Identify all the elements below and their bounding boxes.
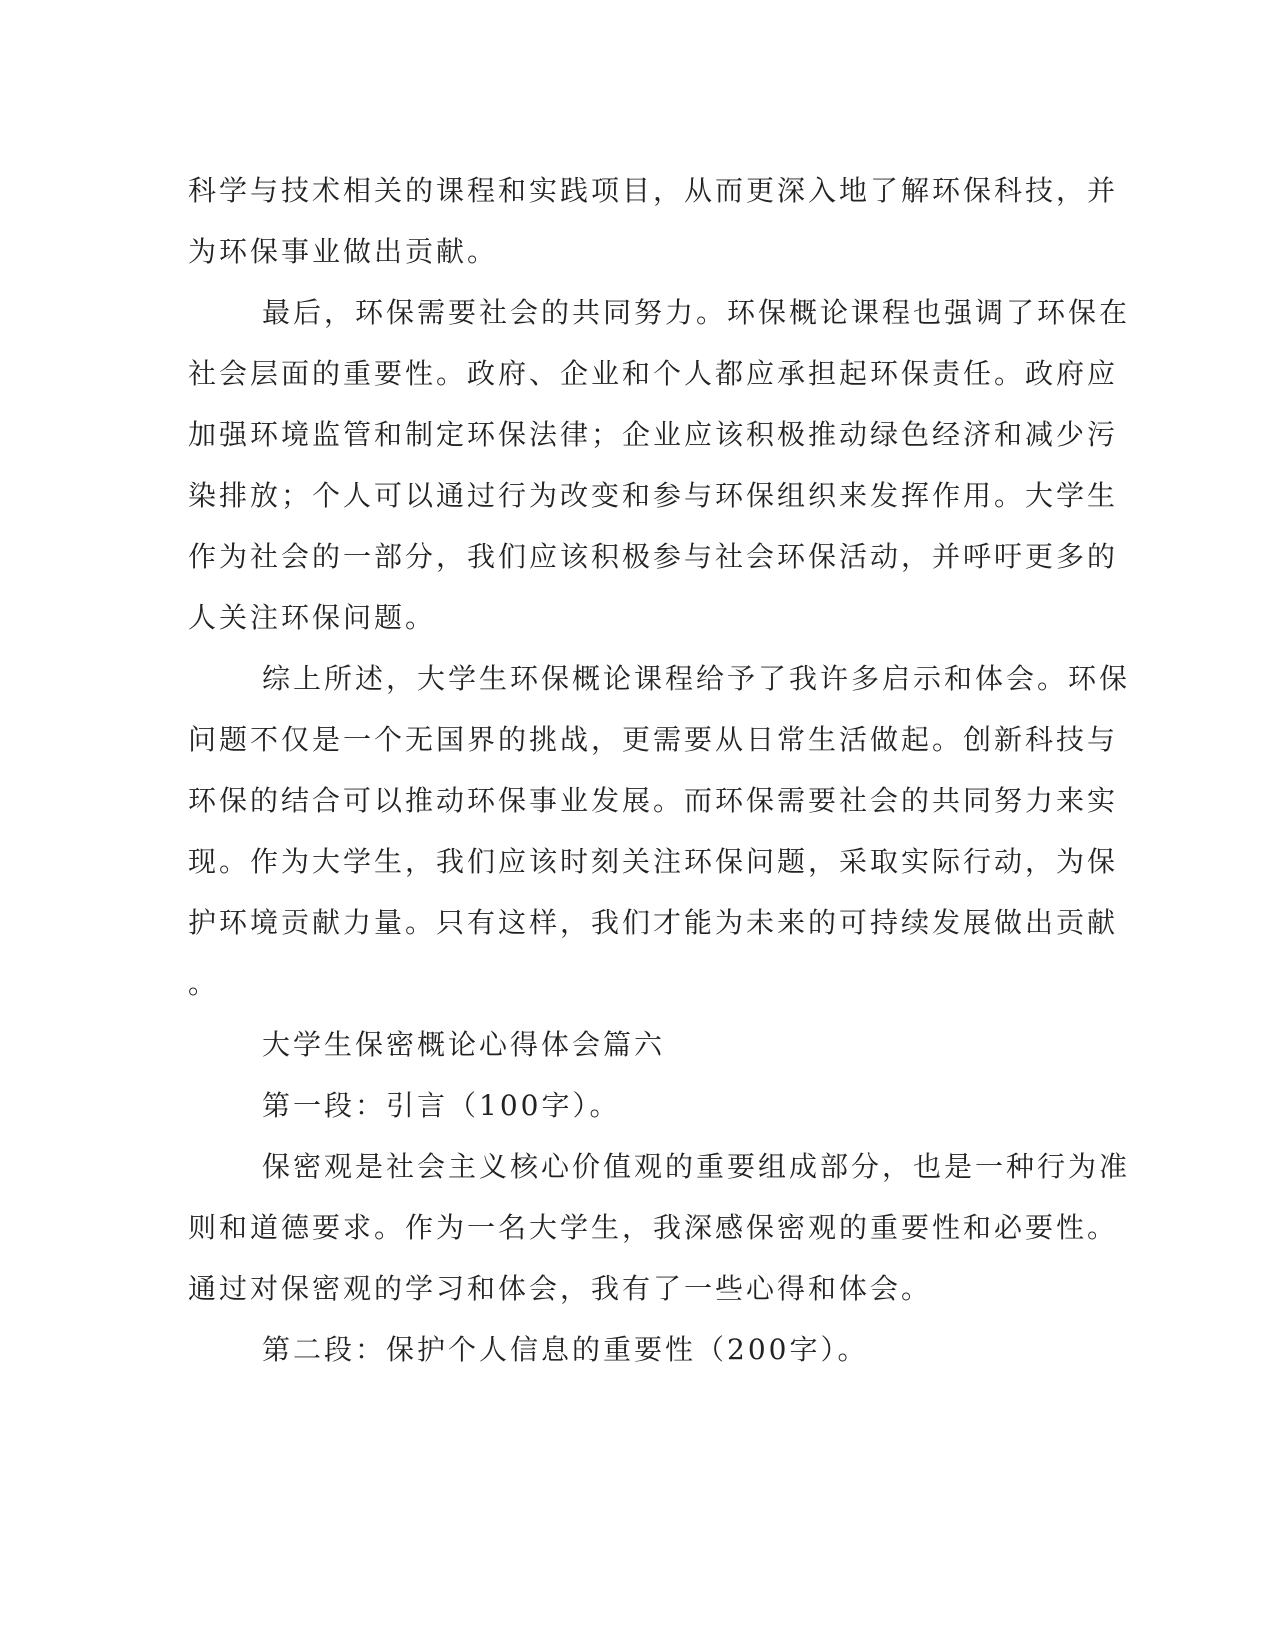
- text-line: 。: [188, 967, 220, 1000]
- section-heading: 大学生保密概论心得体会篇六: [262, 1028, 666, 1061]
- document-body: [188, 160, 1131, 1380]
- text-line: 染排放；个人可以通过行为改变和参与环保组织来发挥作用。大学生: [188, 479, 1119, 512]
- text-line: 环保的结合可以推动环保事业发展。而环保需要社会的共同努力来实: [188, 784, 1119, 817]
- subsection-heading: 第二段：保护个人信息的重要性（200字）。: [262, 1333, 869, 1366]
- paragraph-start-line: 保密观是社会主义核心价值观的重要组成部分，也是一种行为准: [262, 1150, 1131, 1183]
- text-line: 通过对保密观的学习和体会，我有了一些心得和体会。: [188, 1272, 933, 1305]
- text-line: 人关注环保问题。: [188, 601, 437, 634]
- text-line: 科学与技术相关的课程和实践项目，从而更深入地了解环保科技，并: [188, 174, 1119, 207]
- paragraph-start-line: 最后，环保需要社会的共同努力。环保概论课程也强调了环保在: [262, 296, 1131, 329]
- text-line: 则和道德要求。作为一名大学生，我深感保密观的重要性和必要性。: [188, 1211, 1119, 1244]
- text-line: 为环保事业做出贡献。: [188, 235, 499, 268]
- text-line: 社会层面的重要性。政府、企业和个人都应承担起环保责任。政府应: [188, 357, 1119, 390]
- text-line: 护环境贡献力量。只有这样，我们才能为未来的可持续发展做出贡献: [188, 906, 1119, 939]
- subsection-heading: 第一段：引言（100字）。: [262, 1089, 621, 1122]
- text-line: 现。作为大学生，我们应该时刻关注环保问题，采取实际行动，为保: [188, 845, 1119, 878]
- text-line: 作为社会的一部分，我们应该积极参与社会环保活动，并呼吁更多的: [188, 540, 1119, 573]
- text-line: 问题不仅是一个无国界的挑战，更需要从日常生活做起。创新科技与: [188, 723, 1119, 756]
- text-line: 加强环境监管和制定环保法律；企业应该积极推动绿色经济和减少污: [188, 418, 1119, 451]
- paragraph-start-line: 综上所述，大学生环保概论课程给予了我许多启示和体会。环保: [262, 662, 1131, 695]
